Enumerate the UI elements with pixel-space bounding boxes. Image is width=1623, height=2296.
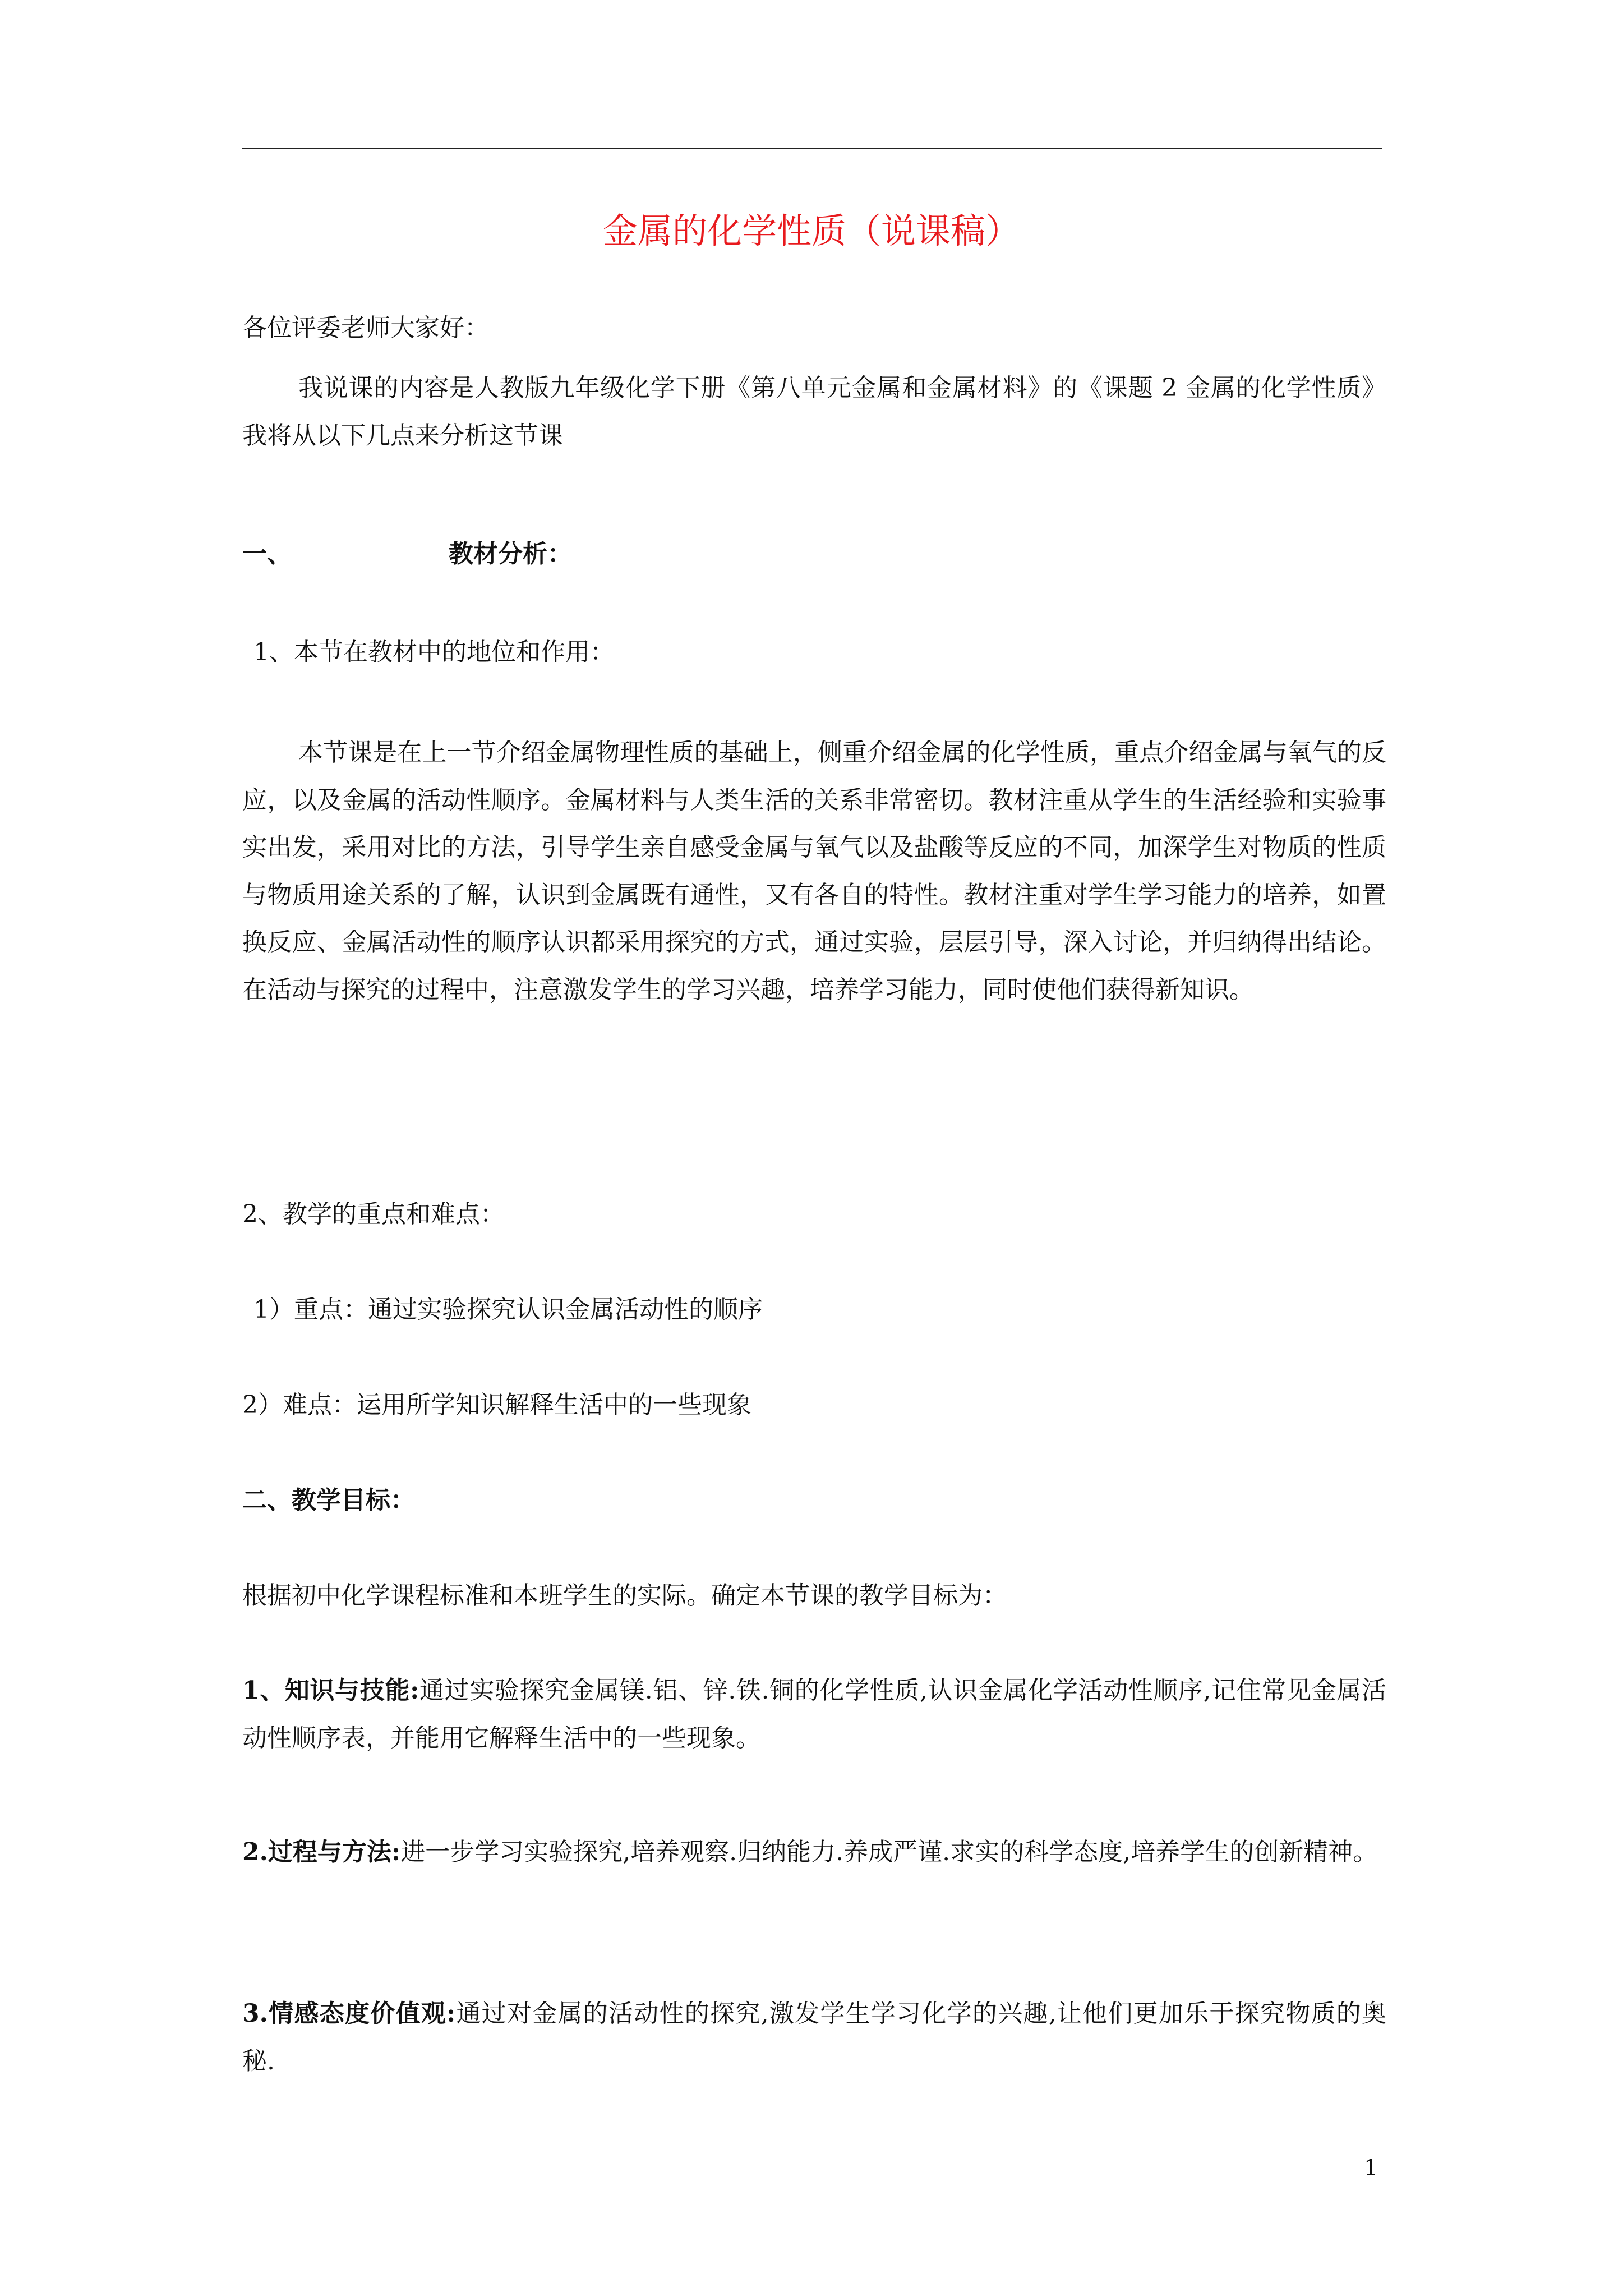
goal-knowledge	[242, 1667, 1386, 1762]
goal-text: 通过实验探究金属镁.铝、锌.铁.铜的化学性质,认识金属化学活动性顺序,记住常见金属活动性顺序表，并能用它解释生活中的一些现象。	[242, 1676, 1387, 1752]
difficult-point: 2）难点：运用所学知识解释生活中的一些现象	[242, 1391, 751, 1419]
document-title: 金属的化学性质（说课稿）	[602, 210, 1020, 251]
goal-text: 通过对金属的活动性的探究,激发学生学习化学的兴趣,让他们更加乐于探究物质的奥秘.	[242, 1999, 1386, 2076]
goal-process	[242, 1829, 1386, 1876]
section1-sub1-heading: 1、本节在教材中的地位和作用：	[253, 638, 615, 666]
header-rule	[242, 148, 1382, 149]
section2-lead: 根据初中化学课程标准和本班学生的实际。确定本节课的教学目标为：	[242, 1581, 1007, 1610]
greeting: 各位评委老师大家好：	[242, 314, 489, 342]
goal-label: 2.过程与方法:	[242, 1838, 401, 1866]
section1-sub2-heading: 2、教学的重点和难点：	[242, 1200, 505, 1228]
intro-paragraph: 我说课的内容是人教版九年级化学下册《第八单元金属和金属材料》的《课题 2 金属的化学性质》我将从以下几点来分析这节课	[242, 374, 1386, 450]
section1-number: 一、	[242, 540, 292, 568]
goal-attitude	[242, 1990, 1386, 2085]
section1-heading: 教材分析：	[449, 540, 572, 568]
section2-heading: 二、教学目标：	[242, 1486, 415, 1515]
goal-label: 1、知识与技能:	[242, 1676, 419, 1705]
page-number: 1	[1364, 2155, 1378, 2181]
goal-text: 进一步学习实验探究,培养观察.归纳能力.养成严谨.求实的科学态度,培养学生的创新精神。	[400, 1838, 1378, 1866]
key-point: 1）重点：通过实验探究认识金属活动性的顺序	[253, 1295, 763, 1324]
goal-label: 3.情感态度价值观:	[242, 1999, 456, 2028]
section1-sub1-body: 本节课是在上一节介绍金属物理性质的基础上，侧重介绍金属的化学性质，重点介绍金属与氧气的反应，以及金属的活动性顺序。金属材料与人类生活的关系非常密切。教材注重从学生的生活经验和实验事实出发，采用对比的方法，引导学生亲自感受金属与氧气以及盐酸等反应的不同，加深学生对物质的性质与物质用途关系的了解，认识到金属既有通性，又有各自的特性。教材注重对学生学习能力的培养，如置换反应、金属活动性的顺序认识都采用探究的方式，通过实验，层层引导，深入讨论，并归纳得出结论。在活动与探究的过程中，注意激发学生的学习兴趣，培养学习能力，同时使他们获得新知识。	[242, 738, 1386, 1004]
